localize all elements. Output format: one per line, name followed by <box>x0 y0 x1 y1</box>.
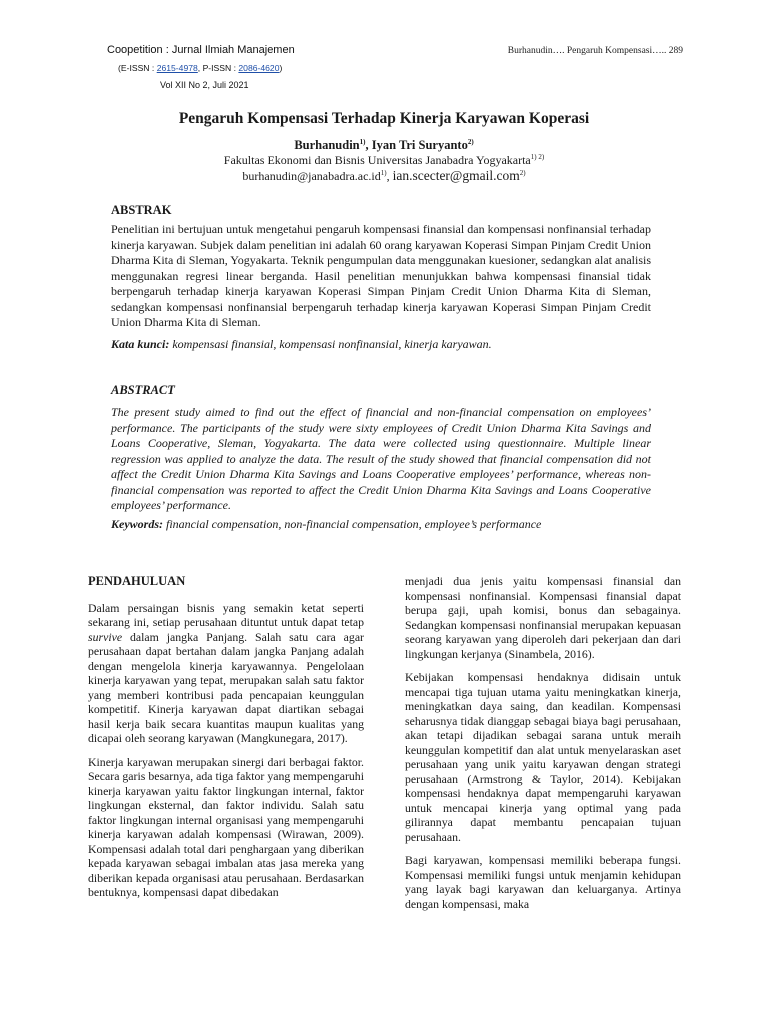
author-2: Iyan Tri Suryanto <box>371 138 468 152</box>
keywords-line <box>111 517 671 532</box>
eissn-link[interactable]: 2615-4978 <box>156 63 198 73</box>
keywords-text: financial compensation, non-financial compensation, employee’s performance <box>166 517 542 531</box>
right-paragraph-2: Kebijakan kompensasi hendaknya didisain untuk mencapai tiga tujuan utama yaitu meningkatkan kinerja, meningkatkan daya saing, dan keadilan. Kompensasi seharusnya tidak dianggap sebagai biaya bagi perusahaan, akan tetapi dijadikan sebagai sarana untuk meraih keunggulan kompetitif dan alat untuk menyelaraskan aset perusahaan yang unik yaitu karyawan dengan strategi perusahaan (Armstrong & Taylor, 2014). Kebijakan kompensasi hendaknya dapat mempengaruhi karyawan untuk mencapai kinerja yang optimal yang pada gilirannya dapat membantu pencapaian tujuan perusahaan. <box>405 670 681 844</box>
email-2-mark: 2) <box>519 169 526 177</box>
pissn-link[interactable]: 2086-4620 <box>238 63 280 73</box>
email-separator: , <box>386 169 393 183</box>
running-head: Burhanudin…. Pengaruh Kompensasi….. 289 <box>507 46 683 56</box>
author-separator: , <box>365 138 372 152</box>
author-1-mark: 1) <box>359 137 366 146</box>
abstract-body: The present study aimed to find out the effect of financial and non-financial compensation on employees’ performance. The participants of the study were sixty employees of Credit Union Dharma Kita Savings and Loans Cooperative, Sleman, Yogyakarta. The data were collected using questionnaire. Multiple linear regression was applied to analyze the data. The result of the study showed that financial compensation did not affect the Credit Union Dharma Kita Savings and Loans Cooperative employees’ performance, whereas non-financial compensation was reported to affect the Credit Union Dharma Kita Savings and Loans Cooperative employees’ performance. <box>111 405 651 512</box>
left-p1-italic: survive <box>88 629 123 644</box>
left-p1-end: dalam jangka Panjang. Salah satu cara agar perusahaan dapat bertahan dalam jangka Panjang adalah dengan mengelola kinerja karyawannya. Pengelolaan kinerja karyawan yang tepat, merupakan salah satu faktor yang memberi kontribusi pada pencapaian keunggulan kompetitif. Kinerja karyawan dapat diartikan sebagai hasil kerja baik secara kuantitas maupun kualitas yang dicapai oleh seorang karyawan (Mangkunegara, 2017). <box>88 629 364 745</box>
keywords-label: Keywords: <box>111 517 163 531</box>
journal-title: Coopetition : Jurnal Ilmiah Manajemen <box>107 44 295 56</box>
left-p1-start: Dalam persaingan bisnis yang semakin ketat seperti sekarang ini, setiap perusahaan dituntut untuk dapat tetap <box>88 600 364 629</box>
issn-line <box>118 63 282 73</box>
affiliation-mark: 1) 2) <box>530 153 545 161</box>
left-paragraph-1 <box>88 601 364 746</box>
kata-kunci-text: kompensasi finansial, kompensasi nonfinansial, kinerja karyawan. <box>172 337 492 351</box>
abstrak-heading: ABSTRAK <box>111 203 172 217</box>
affiliation-text: Fakultas Ekonomi dan Bisnis Universitas Janabadra Yogyakarta <box>223 153 531 167</box>
abstrak-body: Penelitian ini bertujuan untuk mengetahui pengaruh kompensasi finansial dan kompensasi nonfinansial terhadap kinerja karyawan. Subjek dalam penelitian ini adalah 60 orang karyawan Koperasi Simpan Pinjam Credit Union Dharma Kita di Sleman, Yogyakarta. Teknik pengumpulan data menggunakan kuesioner, sedangkan alat analisis menggunakan regresi linear berganda. Hasil penelitian menunjukkan bahwa kompensasi finansial tidak berpengaruh terhadap kinerja karyawan Koperasi Simpan Pinjam Credit Union Dharma Kita di Sleman, sedangkan kompensasi nonfinansial berpengaruh terhadap kinerja karyawan Koperasi Simpan Pinjam Credit Union Dharma Kita di Sleman. <box>111 222 651 329</box>
volume-info: Vol XII No 2, Juli 2021 <box>160 80 249 90</box>
email-1-mark: 1) <box>380 169 387 177</box>
right-paragraph-1: menjadi dua jenis yaitu kompensasi finansial dan kompensasi nonfinansial. Kompensasi finansial dapat berupa gaji, upah komisi, bonus dan sebagainya. Sedangkan kompensasi nonfinansial merupakan kepuasan seorang karyawan yang diperoleh dari pekerjaan dan dari lingkungan kerjanya (Sinambela, 2016). <box>405 574 681 661</box>
kata-kunci-line <box>111 337 671 352</box>
body-right-column <box>405 574 681 920</box>
right-paragraph-3: Bagi karyawan, kompensasi memiliki beberapa fungsi. Kompensasi memiliki fungsi untuk menjamin kehidupan yang layak bagi karyawan dan keluarganya. Artinya dengan kompensasi, maka <box>405 853 681 911</box>
left-paragraph-2: Kinerja karyawan merupakan sinergi dari berbagai faktor. Secara garis besarnya, ada tiga faktor yang mempengaruhi kinerja karyawan yaitu faktor lingkungan internal, faktor lingkungan eksternal, dan faktor individu. Salah satu faktor lingkungan internal organisasi yang mempengaruhi kinerja karyawan adalah kompensasi (Wirawan, 2009). Kompensasi adalah total dari penghargaan yang diberikan kepada karyawan sebagai imbalan atas jasa mereka yang diberikan kepada organisasi atau perusahaan. Berdasarkan bentuknya, kompensasi dapat dibedakan <box>88 754 364 899</box>
issn-prefix: (E-ISSN : <box>118 63 157 73</box>
email-2[interactable]: ian.scecter@gmail.com <box>392 168 520 183</box>
issn-suffix: ) <box>279 63 283 73</box>
email-1[interactable]: burhanudin@janabadra.ac.id <box>242 169 381 183</box>
paper-title: Pengaruh Kompensasi Terhadap Kinerja Karyawan Koperasi <box>178 110 590 127</box>
email-line <box>0 168 768 184</box>
body-left-column <box>88 574 364 909</box>
author-line <box>0 138 768 153</box>
issn-mid: , P-ISSN : <box>197 63 239 73</box>
author-2-mark: 2) <box>467 137 474 146</box>
author-1: Burhanudin <box>294 138 360 152</box>
abstract-heading: ABSTRACT <box>111 383 175 397</box>
affiliation <box>0 153 768 168</box>
section-heading-pendahuluan: PENDAHULUAN <box>88 574 186 588</box>
kata-kunci-label: Kata kunci: <box>111 337 170 351</box>
